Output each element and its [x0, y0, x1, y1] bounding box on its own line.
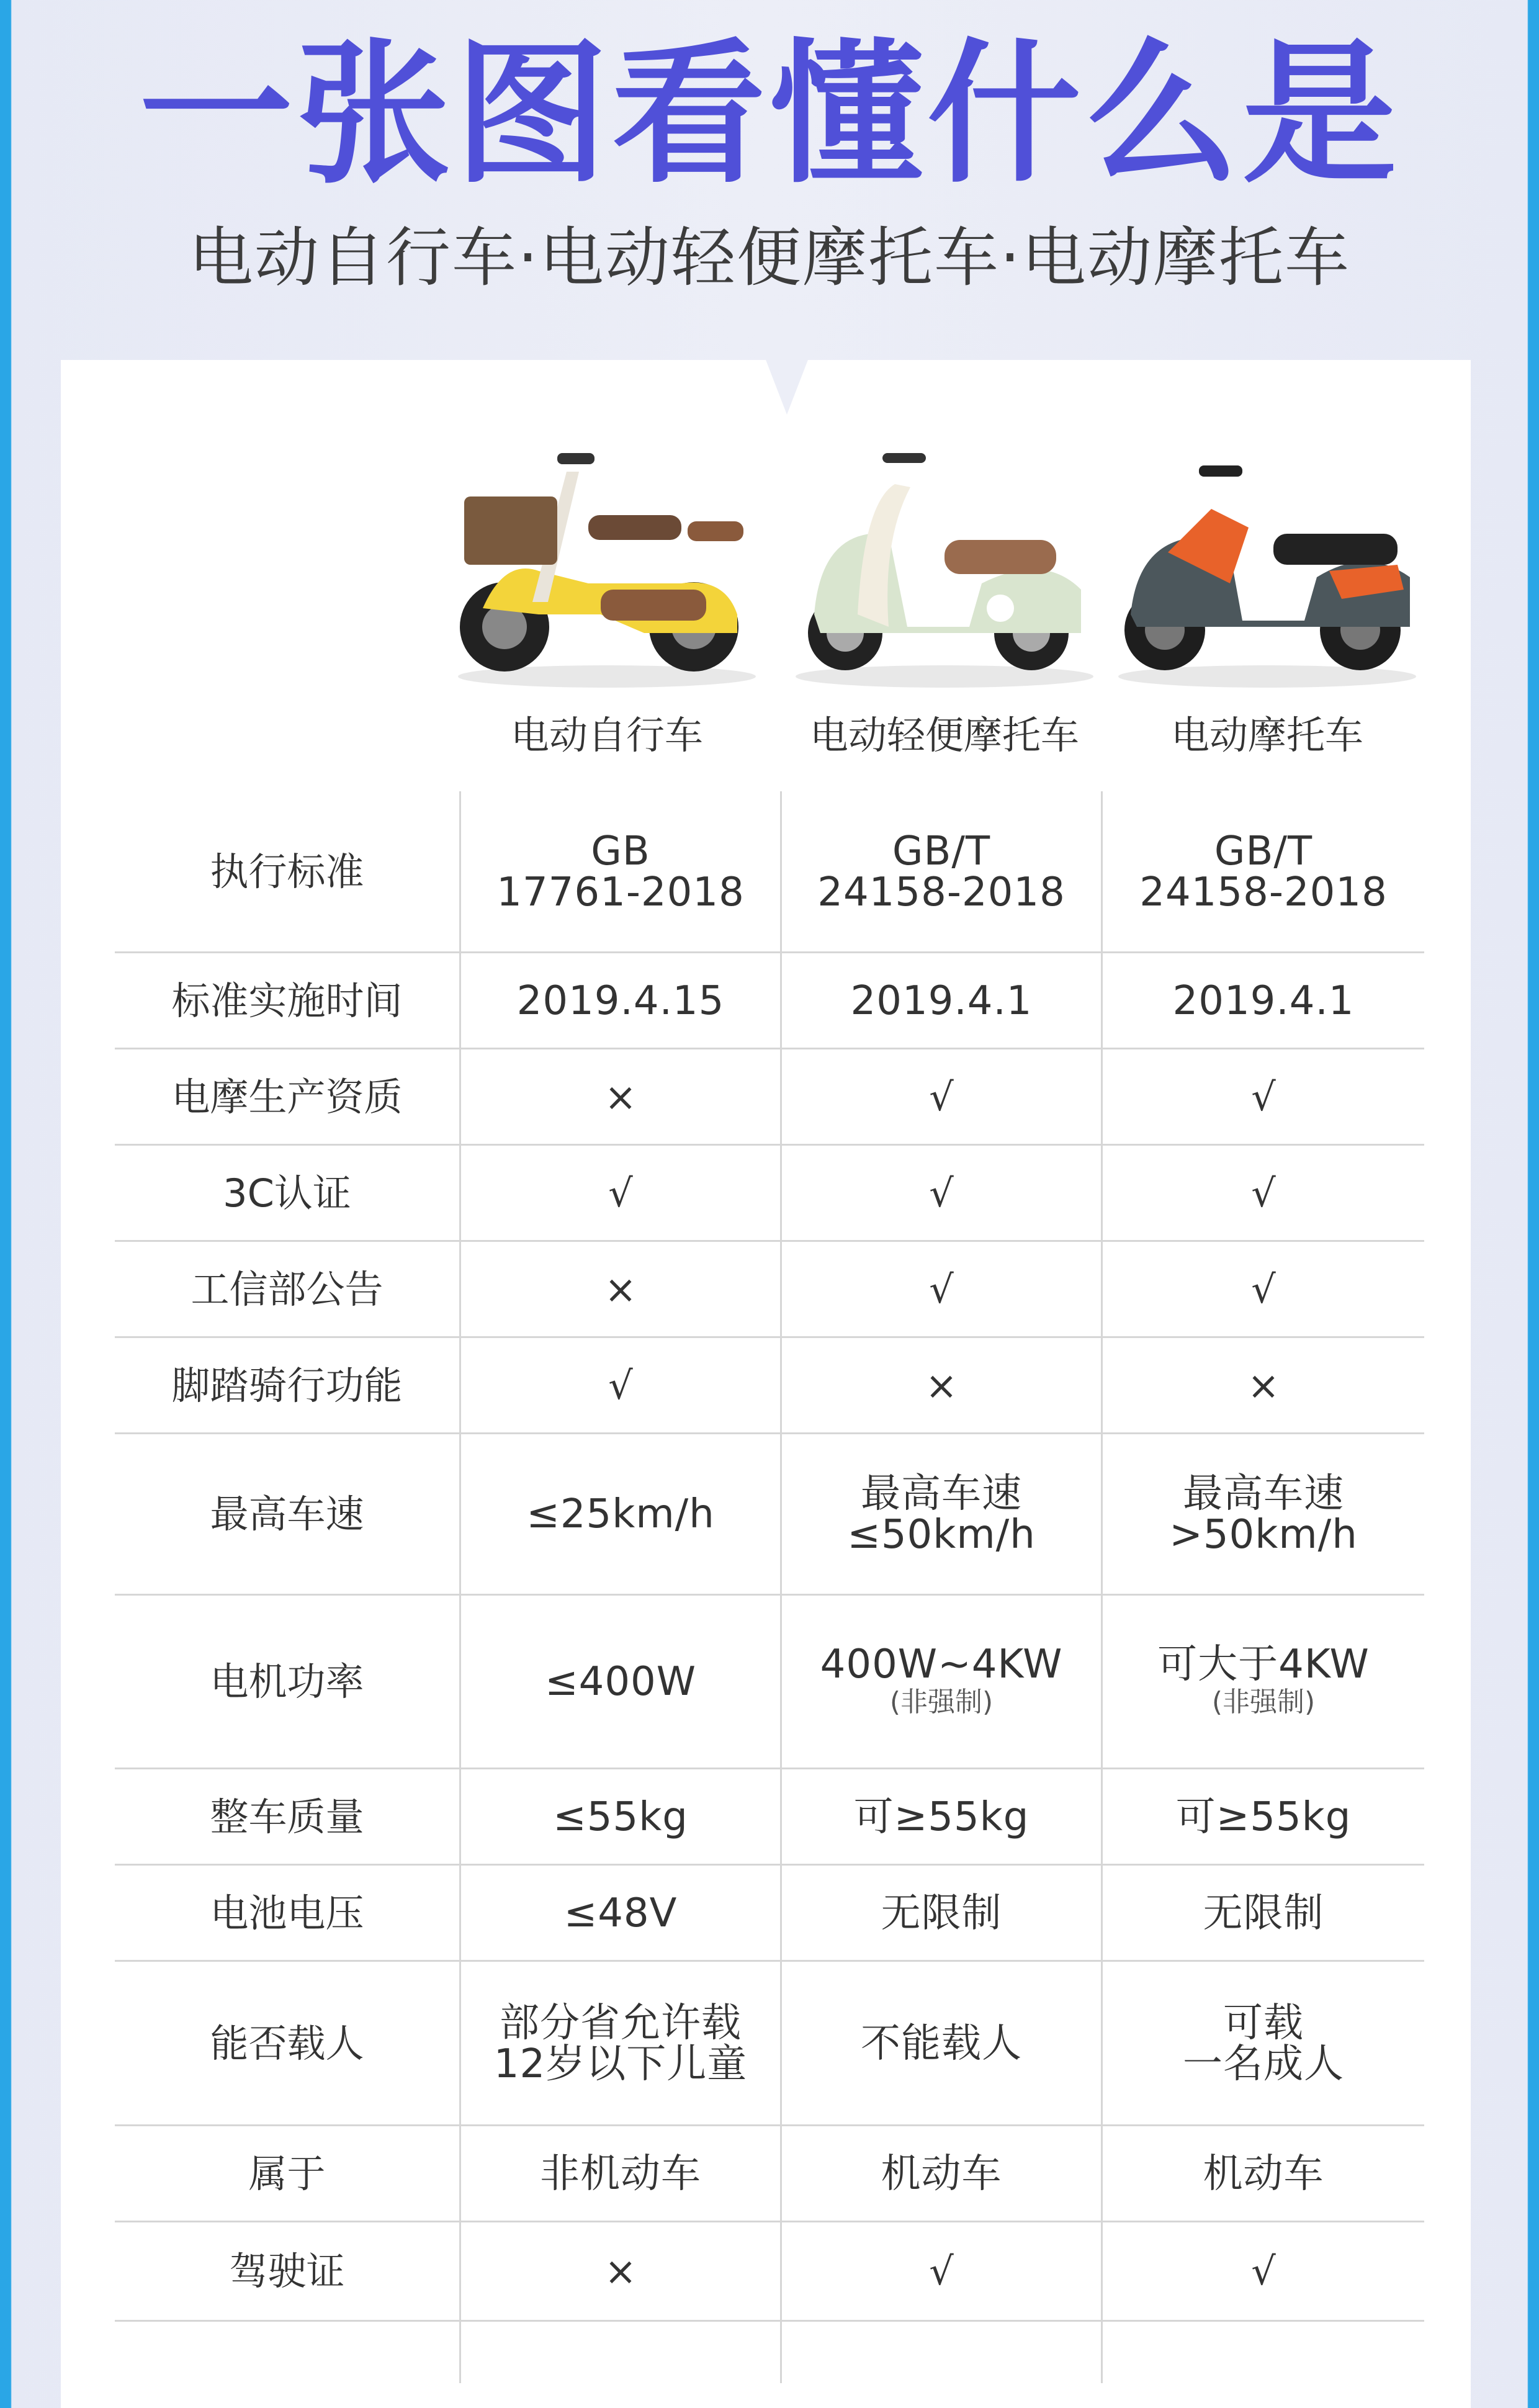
- cell-text: 部分省允许载: [500, 2000, 742, 2046]
- row-label: 电摩生产资质: [171, 1074, 403, 1120]
- cell-text: 400W~4KW: [820, 1642, 1063, 1687]
- table-cell: [782, 953, 1101, 1049]
- cell-text: >50km/h: [1169, 1512, 1358, 1558]
- table-cell: [782, 1595, 1101, 1769]
- cell-text: 12岁以下儿童: [493, 2041, 748, 2087]
- row-label: 电机功率: [210, 1659, 364, 1704]
- cell-text: 24158-2018: [1139, 869, 1388, 915]
- cell-text: 非机动车: [540, 2150, 701, 2197]
- cell-text: 可≥55kg: [853, 1794, 1030, 1840]
- cell-text: 2019.4.1: [850, 977, 1033, 1024]
- table-cell: [461, 1434, 780, 1595]
- cell-text: 可载: [1223, 2000, 1304, 2046]
- table-cell: [782, 2126, 1101, 2222]
- table-row: [0, 1145, 1539, 1241]
- table-cell: [1103, 1241, 1424, 1337]
- table-cell: [1103, 1434, 1424, 1595]
- row-label: 整车质量: [210, 1794, 364, 1840]
- table-cell: [461, 1145, 780, 1241]
- table-cell: [461, 1865, 780, 1961]
- table-cell: [461, 2126, 780, 2222]
- cell-text: 可≥55kg: [1175, 1794, 1352, 1840]
- row-label: 3C认证: [223, 1170, 351, 1216]
- table-cell: [461, 1961, 780, 2126]
- check-mark: √: [929, 1266, 954, 1312]
- table-cell: [1103, 1961, 1424, 2126]
- table-cell: [461, 791, 780, 953]
- table-row: [0, 1595, 1539, 1769]
- table-row: [0, 953, 1539, 1049]
- table-cell: [1103, 1865, 1424, 1961]
- table-cell: [461, 1241, 780, 1337]
- check-mark: √: [929, 2249, 954, 2294]
- row-label: 能否载人: [210, 2020, 364, 2066]
- table-cell: [782, 1337, 1101, 1434]
- cell-text: 24158-2018: [817, 869, 1066, 915]
- table-cell: [782, 1049, 1101, 1145]
- table-row: [0, 791, 1539, 953]
- cell-text: 机动车: [881, 2150, 1002, 2197]
- table-row: [0, 1769, 1539, 1865]
- table-row: [0, 1961, 1539, 2126]
- cell-text: ≤55kg: [553, 1794, 688, 1840]
- table-cell: [461, 1337, 780, 1434]
- table-cell: [782, 1434, 1101, 1595]
- cell-text: 一名成人: [1183, 2041, 1344, 2087]
- cross-mark: ×: [1247, 1362, 1280, 1408]
- cell-text: 无限制: [1203, 1890, 1324, 1936]
- vehicle-name-ebike: 电动自行车: [510, 712, 703, 758]
- table-row: [0, 1337, 1539, 1434]
- table-cell: [461, 1769, 780, 1865]
- table-row: [0, 1865, 1539, 1961]
- table-cell: [461, 953, 780, 1049]
- cross-mark: ×: [604, 2249, 637, 2294]
- check-mark: √: [929, 1170, 954, 1216]
- table-cell: [1103, 953, 1424, 1049]
- check-mark: √: [1251, 2249, 1276, 2294]
- check-mark: √: [929, 1074, 954, 1120]
- vehicle-name-light-moped: 电动轻便摩托车: [809, 712, 1079, 758]
- page-subtitle: 电动自行车·电动轻便摩托车·电动摩托车: [188, 220, 1351, 295]
- table-cell: [1103, 2222, 1424, 2321]
- mint-scooter-illustration: [783, 428, 1106, 695]
- cross-mark: ×: [604, 1266, 637, 1312]
- cell-text: 不能载人: [861, 2020, 1022, 2067]
- cell-text: 17761-2018: [496, 869, 745, 915]
- cell-text: 机动车: [1203, 2150, 1324, 2197]
- table-cell: [1103, 791, 1424, 953]
- table-cell: [782, 1145, 1101, 1241]
- cell-text: 无限制: [881, 1890, 1002, 1936]
- check-mark: √: [1251, 1170, 1276, 1216]
- row-label: 属于: [248, 2150, 326, 2196]
- check-mark: √: [1251, 1266, 1276, 1312]
- table-row: [0, 1241, 1539, 1337]
- cell-note: (非强制): [1211, 1686, 1316, 1718]
- cell-text: GB/T: [892, 829, 991, 874]
- vehicle-name-motorcycle: 电动摩托车: [1170, 712, 1363, 758]
- row-label: 脚踏骑行功能: [171, 1362, 403, 1408]
- table-row: [0, 2222, 1539, 2321]
- table-cell: [461, 2222, 780, 2321]
- cross-mark: ×: [925, 1362, 958, 1408]
- row-label: 电池电压: [210, 1890, 364, 1936]
- yellow-e-bike-illustration: [446, 428, 768, 695]
- table-cell: [1103, 1769, 1424, 1865]
- table-cell: [782, 1241, 1101, 1337]
- row-label: 执行标准: [210, 849, 364, 894]
- cell-text: ≤48V: [563, 1890, 678, 1936]
- table-cell: [1103, 2126, 1424, 2222]
- table-cell: [782, 791, 1101, 953]
- black-orange-motorcycle-illustration: [1106, 428, 1429, 695]
- cell-text: GB: [591, 829, 650, 874]
- table-cell: [461, 1049, 780, 1145]
- cross-mark: ×: [604, 1074, 637, 1120]
- table-cell: [1103, 1595, 1424, 1769]
- table-row: [0, 1434, 1539, 1595]
- check-mark: √: [608, 1362, 633, 1408]
- table-row: [0, 2126, 1539, 2222]
- cell-text: 2019.4.1: [1172, 977, 1355, 1024]
- row-label: 最高车速: [210, 1491, 364, 1537]
- row-label: 标准实施时间: [171, 977, 403, 1023]
- check-mark: √: [1251, 1074, 1276, 1120]
- table-cell: [782, 2222, 1101, 2321]
- cell-note: (非强制): [889, 1686, 994, 1718]
- cell-text: ≤25km/h: [526, 1491, 715, 1537]
- table-cell: [782, 1865, 1101, 1961]
- table-cell: [782, 1769, 1101, 1865]
- card-notch: [753, 328, 820, 415]
- table-cell: [1103, 1337, 1424, 1434]
- row-label: 工信部公告: [191, 1266, 384, 1312]
- table-cell: [782, 1961, 1101, 2126]
- cell-text: ≤50km/h: [847, 1512, 1036, 1558]
- row-divider: [115, 2320, 1424, 2322]
- page-title: 一张图看懂什么是: [139, 25, 1400, 204]
- table-row: [0, 1049, 1539, 1145]
- cell-text: ≤400W: [544, 1659, 697, 1705]
- cell-text: 最高车速: [861, 1471, 1022, 1517]
- cell-text: 最高车速: [1183, 1471, 1344, 1517]
- table-cell: [1103, 1145, 1424, 1241]
- cell-text: 可大于4KW: [1157, 1642, 1370, 1687]
- cell-text: GB/T: [1214, 829, 1313, 874]
- check-mark: √: [608, 1170, 633, 1216]
- cell-text: 2019.4.15: [516, 977, 725, 1024]
- table-cell: [461, 1595, 780, 1769]
- table-cell: [1103, 1049, 1424, 1145]
- row-label: 驾驶证: [229, 2249, 345, 2294]
